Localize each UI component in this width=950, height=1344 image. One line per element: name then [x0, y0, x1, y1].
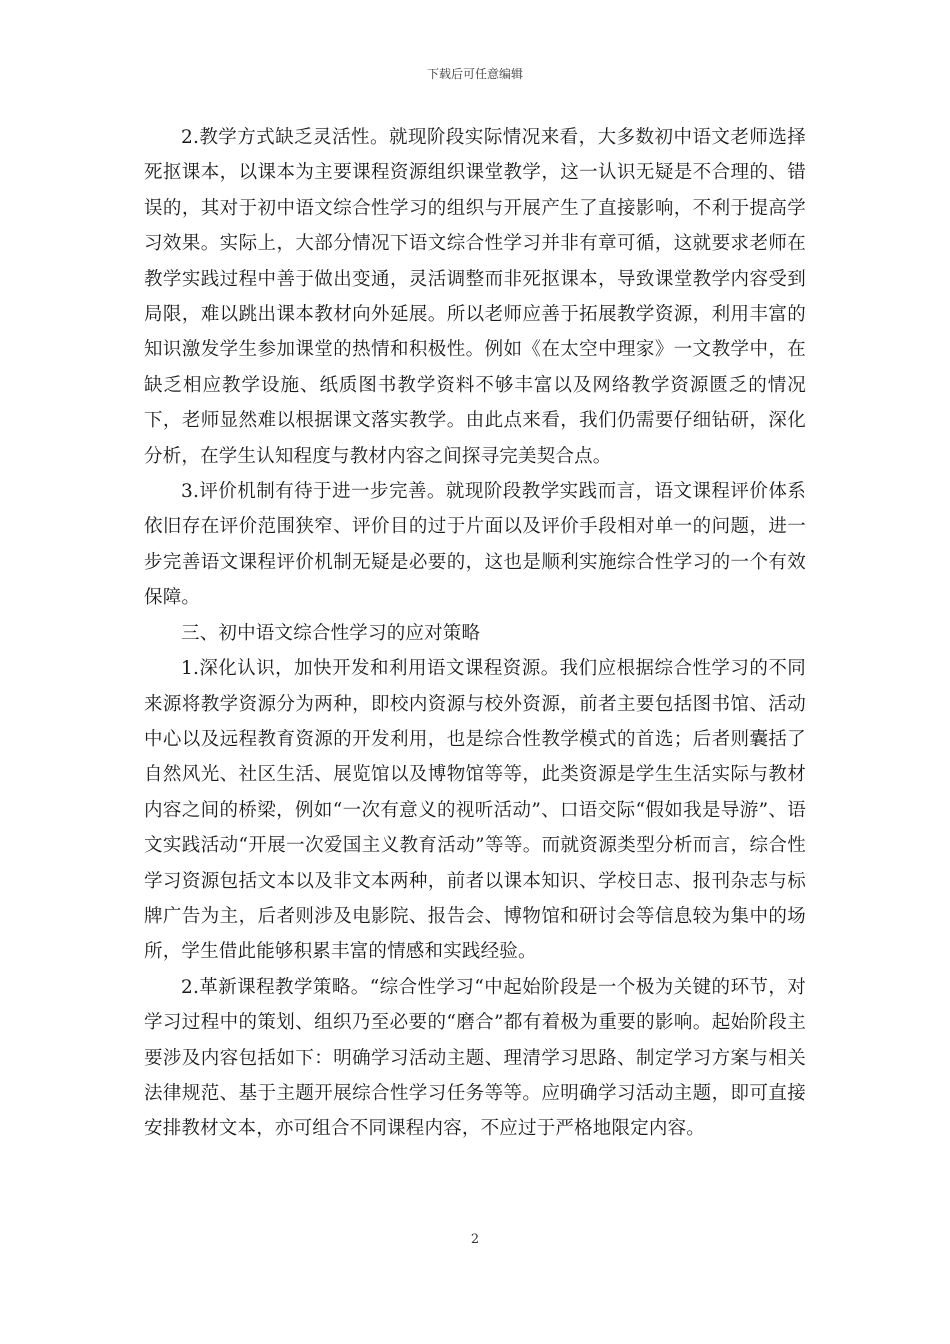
- page-number: 2: [470, 1232, 480, 1247]
- paragraph-teaching-method: 2.教学方式缺乏灵活性。就现阶段实际情况来看，大多数初中语文老师选择死抠课本，以课本为主要课程资源组织课堂教学，这一认识无疑是不合理的、错误的，其对于初中语文综合性学习的组织与开展产生了直接影响，不利于提高学习效果。实际上，大部分情况下语文综合性学习并非有章可循，这就要求老师在教学实践过程中善于做出变通，灵活调整而非死抠课本，导致课堂教学内容受到局限，难以跳出课本教材向外延展。所以老师应善于拓展教学资源，利用丰富的知识激发学生参加课堂的热情和积极性。例如《在太空中理家》一文教学中，在缺乏相应教学设施、纸质图书教学资料不够丰富以及网络教学资源匮乏的情况下，老师显然难以根据课文落实教学。由此点来看，我们仍需要仔细钻研，深化分析，在学生认知程度与教材内容之间探寻完美契合点。: [144, 127, 806, 467]
- page-header: 下载后可任意编辑: [426, 67, 523, 81]
- paragraph-curriculum-resources: 1.深化认识，加快开发和利用语文课程资源。我们应根据综合性学习的不同来源将教学资源分为两种，即校内资源与校外资源，前者主要包括图书馆、活动中心以及远程教育资源的开发利用，也是综合性教学模式的首选；后者则囊括了自然风光、社区生活、展览馆以及博物馆等等，此类资源是学生生活实际与教材内容之间的桥梁，例如“一次有意义的视听活动”、口语交际“假如我是导游”、语文实践活动“开展一次爱国主义教育活动”等等。而就资源类型分析而言，综合性学习资源包括文本以及非文本两种，前者以课本知识、学校日志、报刊杂志与标牌广告为主，后者则涉及电影院、报告会、博物馆和研讨会等信息较为集中的场所，学生借此能够积累丰富的情感和实践经验。: [144, 658, 806, 963]
- section-heading-strategies: 三、初中语文综合性学习的应对策略: [181, 622, 481, 644]
- paragraph-teaching-strategy: 2.革新课程教学策略。“综合性学习“中起始阶段是一个极为关键的环节，对学习过程中的策划、组织乃至必要的“磨合”都有着极为重要的影响。起始阶段主要涉及内容包括如下：明确学习活动主题、理清学习思路、制定学习方案与相关法律规范、基于主题开展综合性学习任务等等。应明确学习活动主题，即可直接安排教材文本，亦可组合不同课程内容，不应过于严格地限定内容。: [144, 976, 806, 1140]
- paragraph-evaluation-mechanism: 3.评价机制有待于进一步完善。就现阶段教学实践而言，语文课程评价体系依旧存在评价范围狭窄、评价目的过于片面以及评价手段相对单一的问题，进一步完善语文课程评价机制无疑是必要的，这也是顺利实施综合性学习的一个有效保障。: [144, 481, 806, 609]
- document-body: [144, 120, 806, 1147]
